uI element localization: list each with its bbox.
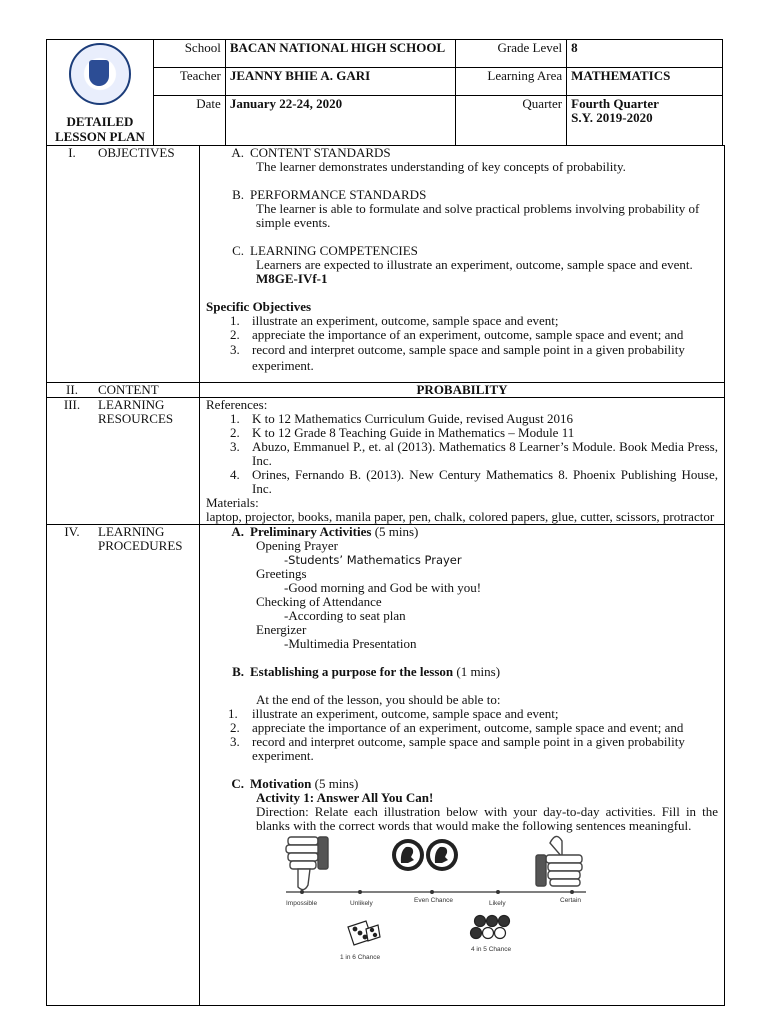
thumbs-up-icon [536,836,582,886]
list-item: 1. K to 12 Mathematics Curriculum Guide, revised August 2016 [230,411,573,426]
prelim-detail: -According to seat plan [284,608,406,623]
performance-standards-title: PERFORMANCE STANDARDS [250,187,427,202]
activity-direction: Direction: Relate each illustration below with your day-to-day activities. Fill in the blanks with the correct words that would make the following sentences meaningful. [256,804,718,833]
list-item: 3. record and interpret outcome, sample space and sample point in a given probability experiment. [230,734,685,763]
content-standards-title: CONTENT STANDARDS [250,145,391,160]
competency-code: M8GE-IVf-1 [256,271,328,286]
date-value: January 22-24, 2020 [225,96,456,146]
list-item: 1. illustrate an experiment, outcome, sample space and event; [228,706,559,721]
section-number: III. [63,397,81,412]
learning-competencies-text: Learners are expected to illustrate an experiment, outcome, sample space and event. [256,257,693,272]
section-name: LEARNING RESOURCES [98,397,174,426]
references-title: References: [206,397,268,412]
coin-heads-icon [392,839,424,871]
content-topic: PROBABILITY [416,382,508,397]
quarter-value: Fourth Quarter S.Y. 2019-2020 [567,96,723,146]
prelim-heading: Energizer [256,622,307,637]
learning-area-label: Learning Area [456,68,567,96]
list-item: 3. Abuzo, Emmanuel P., et. al (2013). Mathematics 8 Learner’s Module. Book Media Press, Inc. [230,439,718,468]
materials-title: Materials: [206,495,259,510]
header-table [46,39,723,146]
learning-area-value: MATHEMATICS [567,68,723,96]
school-value: BACAN NATIONAL HIGH SCHOOL [225,40,456,68]
probability-scale-graphic [280,833,660,969]
deped-seal-logo [69,43,131,105]
section-number: IV. [64,524,80,539]
document-title: DETAILED LESSON PLAN [54,114,145,144]
list-item: 4. Orines, Fernando B. (2013). New Century Mathematics 8. Phoenix Publishing House, Inc. [230,467,718,496]
section-number: I. [68,145,76,160]
activity-title: Activity 1: Answer All You Can! [256,790,434,805]
learning-competencies-title: LEARNING COMPETENCIES [250,243,418,258]
purpose-intro: At the end of the lesson, you should be able to: [256,692,501,707]
specific-objectives-list [206,314,718,374]
scale-label: Unlikely [350,900,373,907]
preliminary-activities-title: Preliminary Activities [250,524,372,539]
marbles-caption: 4 in 5 Chance [471,946,512,953]
list-item: 3. record and interpret outcome, sample space and sample point in a given probability experiment. [230,342,685,373]
prelim-detail: -Students’ Mathematics Prayer [284,553,462,567]
section-name: CONTENT [98,382,159,397]
purpose-list [206,707,718,763]
marbles-icon [471,916,510,939]
list-item: 2. K to 12 Grade 8 Teaching Guide in Mathematics – Module 11 [230,425,575,440]
scale-label: Impossible [286,900,318,907]
performance-standards-text: The learner is able to formulate and solve practical problems involving probability of simple events. [256,201,700,230]
logo-cell [47,40,154,146]
prelim-detail: -Good morning and God be with you! [284,580,482,595]
scale-label: Even Chance [414,897,454,904]
dice-icon [348,921,380,945]
lesson-plan-table [46,145,725,1006]
list-item: 2. appreciate the importance of an experiment, outcome, sample space and event; and [230,327,684,342]
list-item: 2. appreciate the importance of an experiment, outcome, sample space and event; and [230,720,684,735]
quarter-label: Quarter [456,96,567,146]
prelim-heading: Greetings [256,566,307,581]
list-item: 1. illustrate an experiment, outcome, sample space and event; [230,313,559,328]
references-list [206,412,718,496]
scale-label: Likely [489,900,506,907]
prelim-detail: -Multimedia Presentation [284,636,417,651]
content-standards-text: The learner demonstrates understanding of key concepts of probability. [256,159,626,174]
grade-level-label: Grade Level [456,40,567,68]
specific-objectives-title: Specific Objectives [206,299,312,314]
content-row [47,382,724,397]
teacher-value: JEANNY BHIE A. GARI [225,68,456,96]
objectives-row: I. OBJECTIVES A. CONTENT STANDARDS The learner demonstrates understanding of key concepts of probability. B. PERFORMANCE STANDARDS The learner is able to formulate and solve practical problems involving probability of simple events. C. LEARNING COMPETENCIES Learners are expected to illustrate an experiment, outcome, sample space and event. M8GE-IVf-1 Specific Objectives 1. illustrate an experiment, outcome, sample space and event; 2. appreciate the importance of an experiment, outcome, sample space and event; and 3. record and interpret outcome, sample space and sample point in a given probability experiment. [47,146,724,382]
thumbs-down-icon [286,837,328,890]
section-name: OBJECTIVES [98,145,175,160]
section-number: II. [66,382,78,397]
prelim-heading: Checking of Attendance [256,594,382,609]
purpose-title: Establishing a purpose for the lesson [250,664,454,679]
probability-scale-illustration [280,833,660,969]
coin-tails-icon [426,839,458,871]
teacher-label: Teacher [153,68,225,96]
date-label: Date [153,96,225,146]
dice-caption: 1 in 6 Chance [340,954,381,961]
scale-label: Certain [560,897,581,904]
grade-level-value: 8 [567,40,723,68]
learning-resources-row [47,397,724,524]
prelim-heading: Opening Prayer [256,538,338,553]
learning-procedures-row: IV. LEARNING PROCEDURES A. Preliminary Activities (5 mins) Opening Prayer -Students’ Mathematics Prayer Greetings -Good morning and God be with you! Checking of Attendance -According to seat plan Energizer -Multimedia Presentation B. Establishing a purpose for the lesson (1 mins) At the end of the lesson, you should be able to: 1. illustrate an experiment, outcome, sample space and event; 2. appreciate the importance of an experiment, outcome, sample space and event; and 3. record and interpret outcome, sample space and sample point in a given probability experiment. C. Motivation (5 mins) Activity 1: Answer All You Can! Direction: Relate each illustration below with your day-to-day activities. Fill in the blanks with the correct words that would make the following sentences meaningful. Impossible Unlikely Even Chance Likely Certain 1 in 6 Chance 4 in 5 Chance [47,524,724,1005]
materials-text: laptop, projector, books, manila paper, pen, chalk, colored papers, glue, cutter, scissors, protractor [206,509,715,524]
school-label: School [153,40,225,68]
motivation-title: Motivation [250,776,312,791]
section-name: LEARNING PROCEDURES [98,524,183,553]
